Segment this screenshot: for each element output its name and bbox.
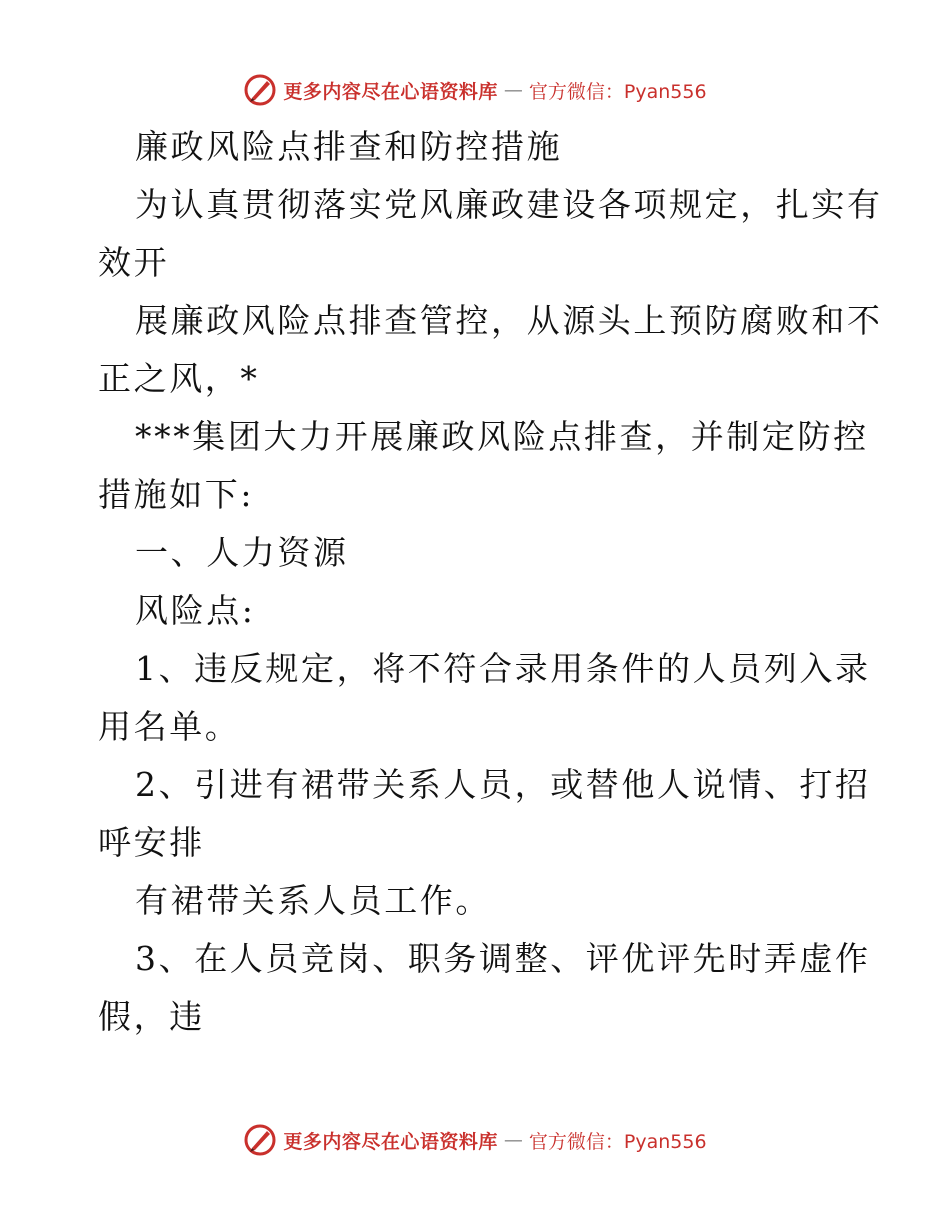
watermark-wechat-text: 官方微信：Pyan556 (528, 1130, 707, 1153)
subheading: 风险点: (135, 591, 256, 630)
list-item-line: 有裙带关系人员工作。 (135, 881, 491, 920)
paragraph-line: ***集团大力开展廉政风险点排查，并制定防控 (135, 417, 869, 456)
list-item-line: 用名单。 (98, 707, 241, 746)
watermark-separator: — (503, 1129, 523, 1151)
list-item-line: 2、引进有裙带关系人员，或替他人说情、打招 (135, 765, 871, 804)
paragraph-line: 为认真贯彻落实党风廉政建设各项规定，扎实有 (135, 185, 883, 224)
quill-logo-icon (243, 1123, 277, 1157)
paragraph-line: 正之风，* (98, 359, 260, 398)
list-item-line: 假，违 (98, 997, 205, 1036)
document-body (98, 118, 883, 1046)
watermark-separator: — (503, 79, 523, 101)
footer-watermark (0, 1120, 950, 1160)
paragraph-line: 展廉政风险点排查管控，从源头上预防腐败和不 (135, 301, 883, 340)
list-item-line: 1、违反规定，将不符合录用条件的人员列入录 (135, 649, 871, 688)
section-heading: 一、人力资源 (135, 533, 349, 572)
list-item-line: 呼安排 (98, 823, 205, 862)
watermark-brand-text: 更多内容尽在心语资料库 (283, 80, 498, 103)
paragraph-line: 措施如下: (98, 475, 255, 514)
list-item-line: 3、在人员竞岗、职务调整、评优评先时弄虚作 (135, 939, 871, 978)
paragraph-line: 效开 (98, 243, 170, 282)
document-title: 廉政风险点排查和防控措施 (135, 127, 563, 166)
quill-logo-icon (243, 73, 277, 107)
watermark-wechat-text: 官方微信：Pyan556 (528, 80, 707, 103)
header-watermark (0, 70, 950, 110)
watermark-brand-text: 更多内容尽在心语资料库 (283, 1130, 498, 1153)
